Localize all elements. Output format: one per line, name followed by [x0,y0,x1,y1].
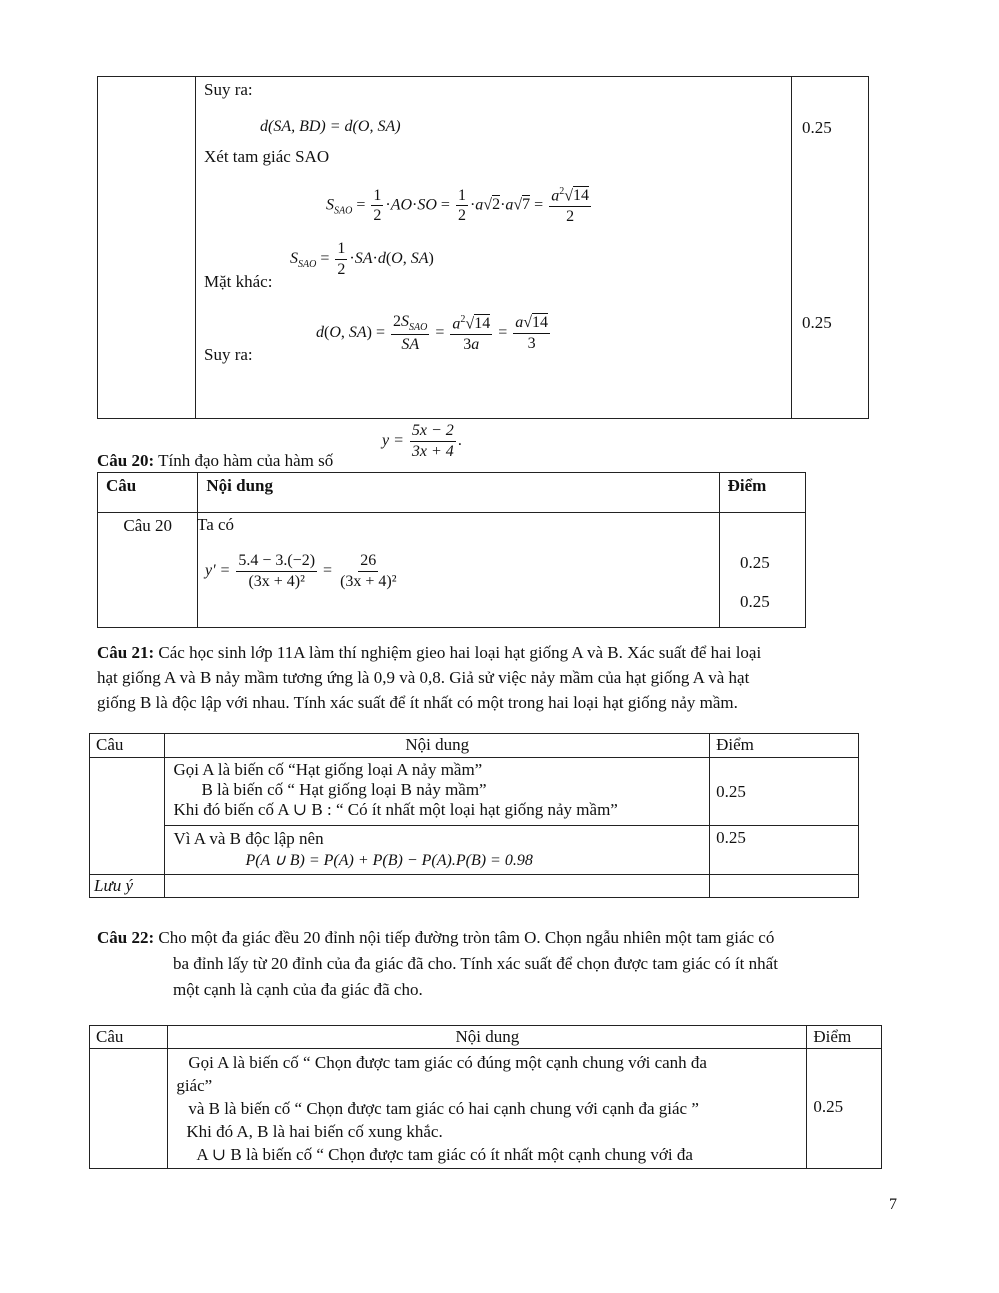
question-22-label: Câu 22: [97,928,155,947]
derivative-num2: 26 [358,552,378,572]
score-2: 0.25 [802,313,832,332]
question-22-line1: Cho một đa giác đều 20 đỉnh nội tiếp đường tròn tâm O. Chọn ngẫu nhiên một tam giác có [158,928,775,947]
luu-y-content [165,875,710,898]
row-score: 0.25 [807,1049,882,1169]
col-label-cell [98,77,196,419]
row-content [168,1049,807,1169]
distance-result-equation: d(O, SA) = $\frac{2S_{SAO}}{SA}$ = $\frac{a^2√14}{3a}$ = $\frac{a√14}{3}$ [316,313,548,354]
distance-equation: d(SA, BD) = d(O, SA) [260,118,401,135]
xet-tam-giac: Xét tam giác SAO [204,147,330,166]
question-22-table [89,1025,882,1169]
derivative-equation: y' = $\frac{5.4 - 3.(-2)}{\text{(3x + 4)²}}$ = $\frac{26}{\text{(3x + 4)²}}$ [205,552,397,590]
header-diem: Điểm [719,473,805,513]
header-cau: Câu [90,734,165,758]
luu-y-score [710,875,859,898]
function-y: y = [382,431,404,449]
question-21-label: Câu 21: [97,643,155,662]
function-dot: . [457,431,462,449]
r1-line1: Gọi A là biến cố “Hạt giống loại A nảy mầm” [173,760,483,779]
c22-line3: và B là biến cố “ Chọn được tam giác có hai cạnh chung với cạnh đa giác ” [188,1099,699,1118]
function-expression [382,422,462,460]
row1-score: 0.25 [710,758,859,826]
area-equation-2: $S_{SAO}$ = $\frac{1}{2}$ ·SA·d(O, SA) [290,240,434,278]
row-label-empty [90,1049,168,1169]
ta-co: Ta có [197,515,235,534]
header-noi-dung: Nội dung [168,1026,807,1049]
suy-ra-label: Suy ra: [204,80,253,99]
header-cau: Câu [98,473,198,513]
score-1: 0.25 [802,118,832,137]
question-21-line3: giống B là độc lập với nhau. Tính xác suất để ít nhất có một trong hai loại hạt giống nảy mầm. [97,693,738,712]
header-diem: Điểm [807,1026,882,1049]
suy-ra-label-2: Suy ra: [204,345,253,364]
function-denominator: 3x + 4 [411,442,454,460]
cau20-score-1: 0.25 [740,553,770,572]
derivative-den2: (3x + 4)² [340,572,397,590]
r2-line2: P(A ∪ B) = P(A) + P(B) − P(A).P(B) = 0.98 [245,852,533,869]
solution-table-continued [97,76,869,419]
question-20-label: Câu 20: [97,451,155,470]
function-numerator: 5x − 2 [410,422,456,442]
row1-content [165,758,710,826]
mat-khac-label: Mặt khác: [204,272,273,291]
question-21-line1: Các học sinh lớp 11A làm thí nghiệm gieo hai loại hạt giống A và B. Xác suất để hai loại [158,643,762,662]
c22-line5: A ∪ B là biến cố “ Chọn được tam giác có ít nhất một cạnh chung với đa [196,1145,693,1164]
derivative-num1: 5.4 − 3.(−2) [236,552,317,572]
row-label-cau20: Câu 20 [98,513,198,628]
question-20 [97,451,333,471]
question-22-line2: ba đỉnh lấy từ 20 đỉnh của đa giác đã cho. Tính xác suất để chọn được tam giác có ít nhất [173,954,778,973]
r1-line2: B là biến cố “ Hạt giống loại B nảy mầm” [201,780,487,799]
question-21-table [89,733,859,898]
question-22-line3: một cạnh là cạnh của đa giác đã cho. [173,980,423,999]
question-21-line2: hạt giống A và B nảy mầm tương ứng là 0,9 và 0,8. Giả sử việc nảy mầm của hạt giống A và hạt [97,668,750,687]
r1-line3: Khi đó biến cố A ∪ B : “ Có ít nhất một loại hạt giống nảy mầm” [173,800,618,819]
question-22 [97,925,902,1003]
area-equation-1: $S_{SAO}$ = $\frac{1}{2}$ ·AO·SO = $\frac{1}{2}$ ·a√2·a√7 = $\frac{a^2√14}{2}$ [326,186,589,225]
derivative-lhs: y' = [205,561,231,579]
row-label-empty [90,758,165,875]
page-number: 7 [889,1196,897,1213]
header-noi-dung: Nội dung [165,734,710,758]
row2-content [165,826,710,875]
row2-score: 0.25 [710,826,859,875]
c22-line4: Khi đó A, B là hai biến cố xung khắc. [186,1122,443,1141]
question-20-text: Tính đạo hàm của hàm số [158,451,334,470]
c22-line1: Gọi A là biến cố “ Chọn được tam giác có đúng một cạnh chung với canh đa [188,1053,707,1072]
r2-line1: Vì A và B độc lập nên [173,829,324,848]
question-21 [97,640,902,715]
luu-y-label: Lưu ý [90,875,165,898]
header-cau: Câu [90,1026,168,1049]
c22-line2: giác” [176,1076,213,1095]
cau20-score-2: 0.25 [740,592,770,611]
derivative-den1: (3x + 4)² [248,572,305,590]
header-noi-dung: Nội dung [198,473,719,513]
header-diem: Điểm [710,734,859,758]
question-20-table [97,472,806,628]
